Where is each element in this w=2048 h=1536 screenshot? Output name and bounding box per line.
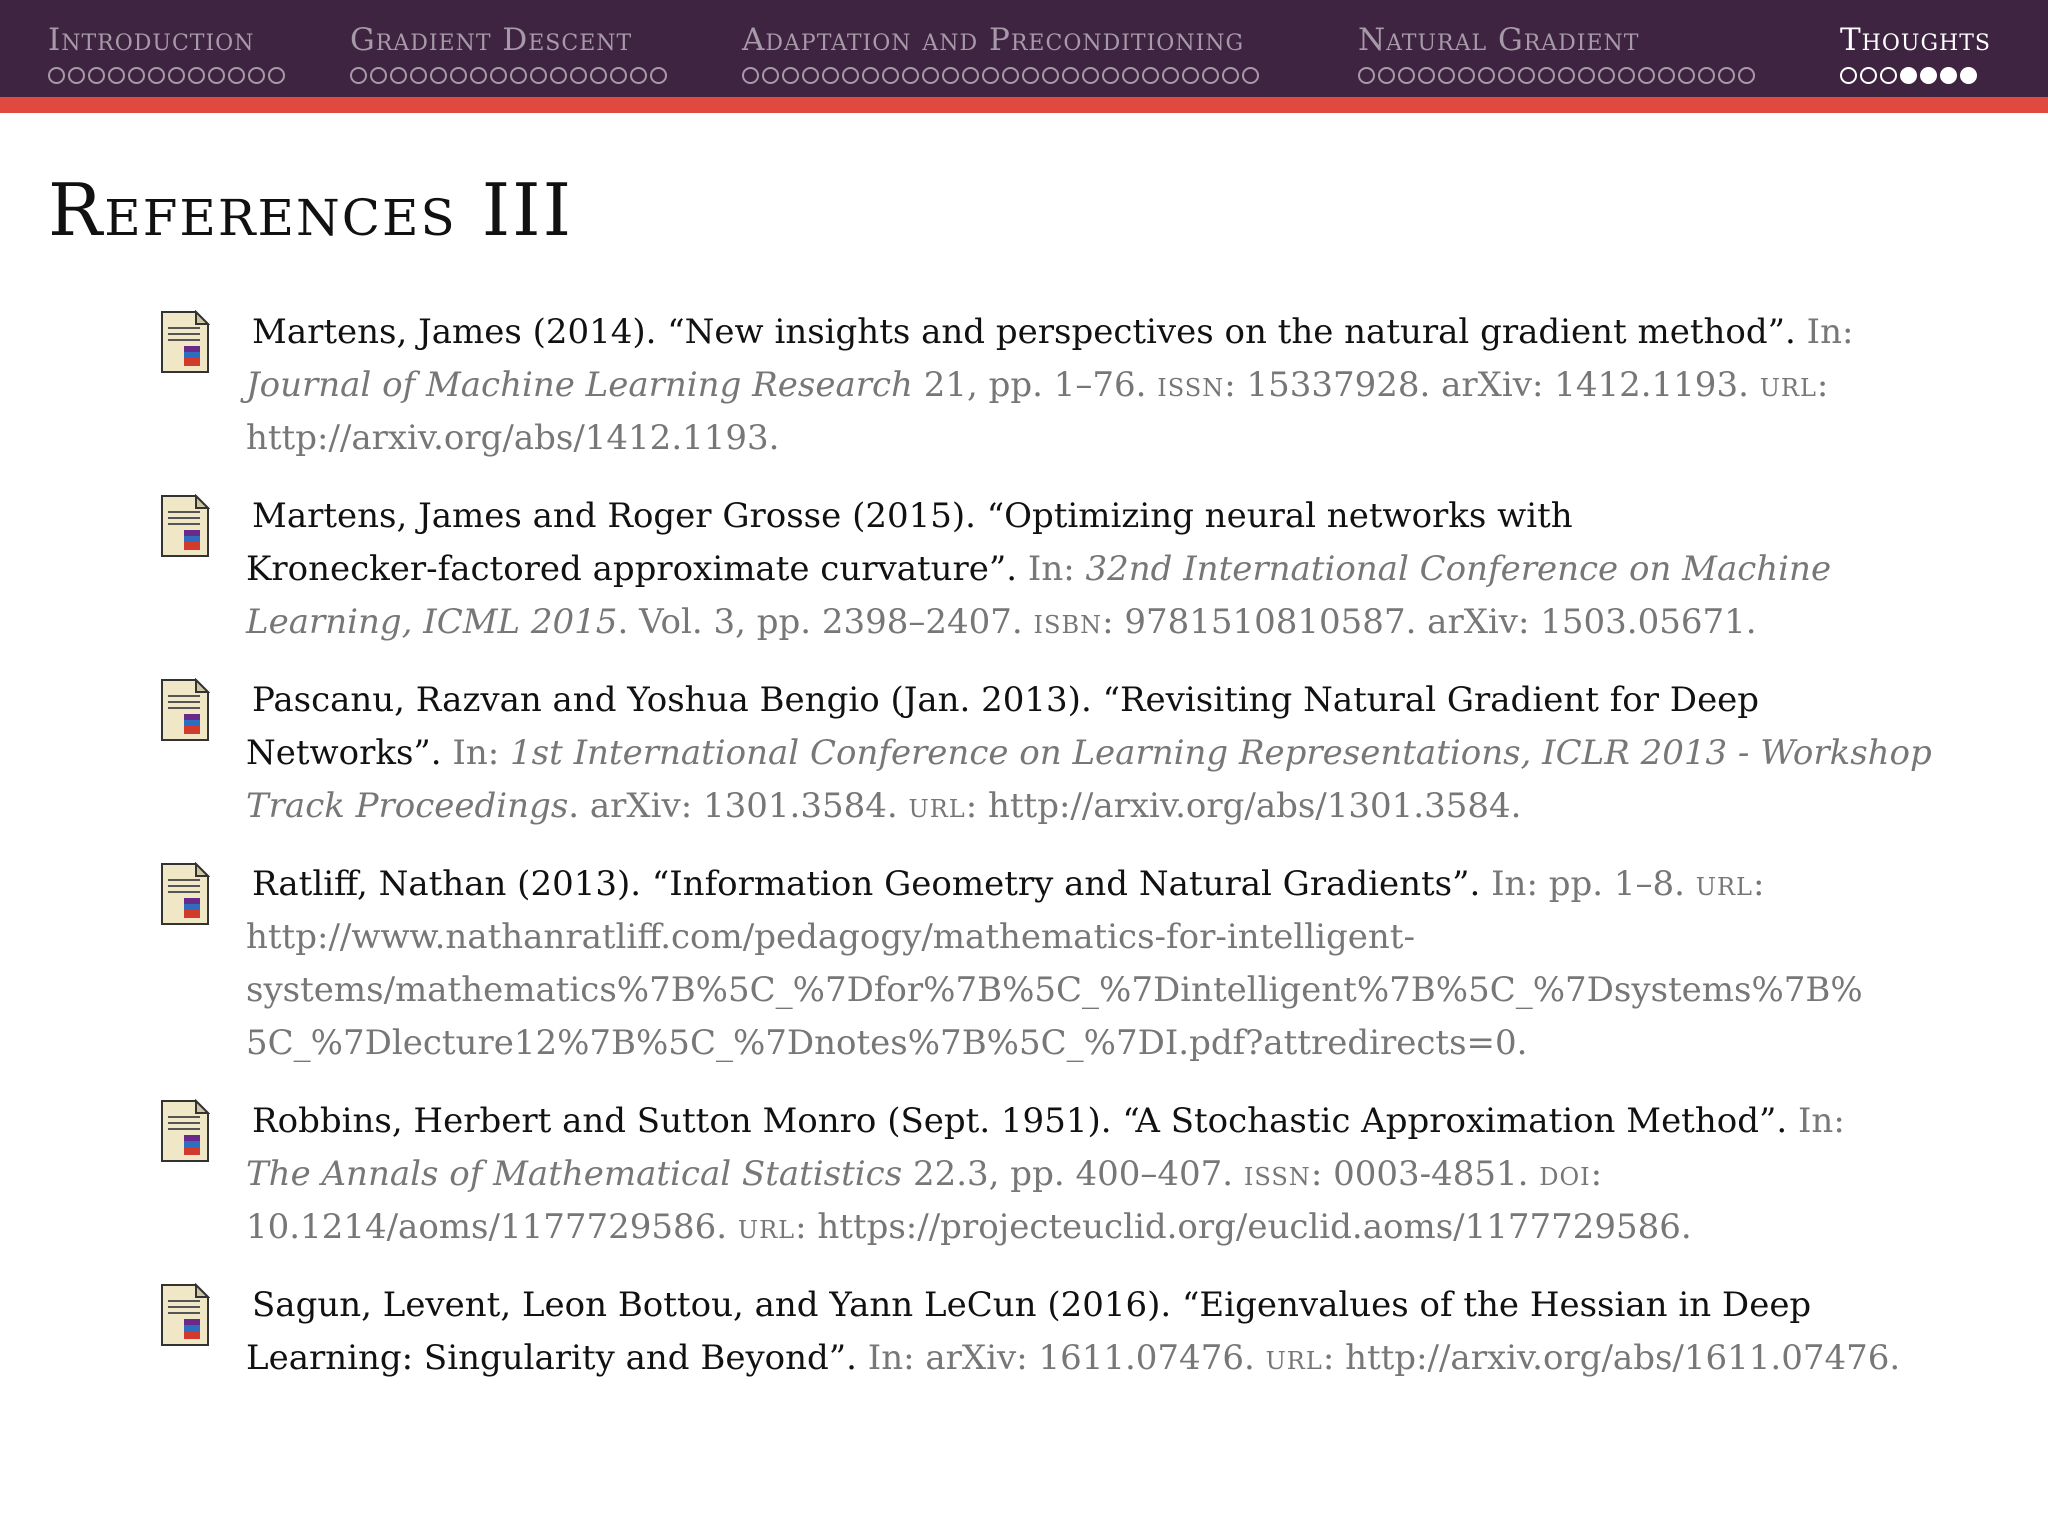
reference-entry — [160, 674, 1932, 833]
nav-slide-dot[interactable] — [1698, 67, 1715, 84]
reference-in-label: In: arXiv: 1611.07476. — [867, 1338, 1266, 1378]
article-document-icon — [160, 678, 210, 742]
reference-text: Martens, James (2014). “New insights and perspectives on the natural gradient method”. In: Journal of Machine Learning Research 21, pp. 1–76. issn: 15337928. arXiv: 1412.1193. url: http://arxiv.org/abs/1412.1193. — [246, 312, 1854, 458]
issn-label: issn — [1157, 365, 1225, 405]
nav-section-introduction[interactable] — [48, 20, 285, 94]
reference-author: Ratliff, Nathan (2013). — [252, 864, 642, 904]
nav-slide-dot[interactable] — [1940, 67, 1957, 84]
nav-slide-dot[interactable] — [842, 67, 859, 84]
slide-title: References III — [48, 168, 574, 252]
nav-slide-dot[interactable] — [610, 67, 627, 84]
nav-section-natural-gradient[interactable] — [1358, 20, 1755, 94]
nav-slide-dot[interactable] — [430, 67, 447, 84]
nav-slide-dot[interactable] — [450, 67, 467, 84]
nav-slide-dot[interactable] — [1202, 67, 1219, 84]
nav-slide-dot[interactable] — [1022, 67, 1039, 84]
nav-slide-dot[interactable] — [1860, 67, 1877, 84]
nav-slide-dot[interactable] — [922, 67, 939, 84]
reference-entry — [160, 1095, 1920, 1254]
nav-slide-dot[interactable] — [550, 67, 567, 84]
reference-url-continued[interactable]: systems/mathematics%7B%5C_%7Dfor%7B%5C_%7Dintelligent%7B%5C_%7Dsystems%7B% — [246, 970, 1863, 1010]
nav-slide-dot[interactable] — [1182, 67, 1199, 84]
reference-title-continued: Learning: Singularity and Beyond”. — [246, 1338, 857, 1378]
reference-url[interactable]: http://arxiv.org/abs/1412.1193. — [246, 418, 780, 458]
nav-slide-dot[interactable] — [1398, 67, 1415, 84]
nav-slide-dots — [48, 66, 285, 85]
reference-title: “Eigenvalues of the Hessian in Deep — [1182, 1285, 1812, 1325]
nav-section-adaptation-and-preconditioning[interactable] — [742, 20, 1259, 94]
nav-slide-dot[interactable] — [1638, 67, 1655, 84]
url-colon: : — [1752, 864, 1765, 904]
nav-slide-dot[interactable] — [510, 67, 527, 84]
issn-label: issn — [1243, 1154, 1311, 1194]
nav-slide-dot[interactable] — [390, 67, 407, 84]
navbar-accent-rule — [0, 97, 2048, 113]
isbn-label: isbn — [1033, 602, 1103, 642]
reference-entry — [160, 1279, 1920, 1385]
nav-slide-dot[interactable] — [742, 67, 759, 84]
reference-in-label: In: — [1027, 549, 1075, 589]
reference-in-label: In: — [1806, 312, 1854, 352]
nav-slide-dot[interactable] — [148, 67, 165, 84]
nav-slide-dot[interactable] — [1438, 67, 1455, 84]
nav-slide-dot[interactable] — [1498, 67, 1515, 84]
reference-url[interactable]: : http://arxiv.org/abs/1611.07476. — [1322, 1338, 1901, 1378]
section-navigation-bar — [0, 0, 2048, 97]
reference-author: Robbins, Herbert and Sutton Monro (Sept. 1951). — [252, 1101, 1112, 1141]
nav-slide-dot[interactable] — [228, 67, 245, 84]
reference-author: Pascanu, Razvan and Yoshua Bengio (Jan. 2013). — [252, 680, 1092, 720]
nav-slide-dot[interactable] — [1880, 67, 1897, 84]
nav-slide-dot[interactable] — [88, 67, 105, 84]
nav-slide-dot[interactable] — [1102, 67, 1119, 84]
reference-author: Sagun, Levent, Leon Bottou, and Yann LeCun (2016). — [252, 1285, 1172, 1325]
url-label: url — [737, 1207, 796, 1247]
nav-slide-dot[interactable] — [802, 67, 819, 84]
nav-slide-dot[interactable] — [1122, 67, 1139, 84]
nav-slide-dot[interactable] — [1900, 67, 1917, 84]
nav-slide-dot[interactable] — [1082, 67, 1099, 84]
reference-journal: 32nd International Conference on Machine — [1085, 549, 1832, 589]
reference-text — [246, 858, 1920, 1070]
nav-slide-dot[interactable] — [1960, 67, 1977, 84]
reference-in-label: In: — [1797, 1101, 1845, 1141]
reference-title: “Revisiting Natural Gradient for Deep — [1102, 680, 1760, 720]
nav-slide-dot[interactable] — [1222, 67, 1239, 84]
nav-slide-dot[interactable] — [1738, 67, 1755, 84]
doi-label: doi — [1539, 1154, 1591, 1194]
nav-slide-dot[interactable] — [782, 67, 799, 84]
nav-slide-dot[interactable] — [530, 67, 547, 84]
nav-slide-dot[interactable] — [208, 67, 225, 84]
reference-entry — [160, 306, 1920, 465]
reference-author: Martens, James and Roger Grosse (2015). — [252, 496, 976, 536]
reference-author: Martens, James (2014). — [252, 312, 657, 352]
nav-slide-dot[interactable] — [650, 67, 667, 84]
nav-slide-dot[interactable] — [1840, 67, 1857, 84]
reference-details: . arXiv: 1301.3584. — [568, 786, 909, 826]
reference-details: . Vol. 3, pp. 2398–2407. — [617, 602, 1034, 642]
nav-slide-dot[interactable] — [762, 67, 779, 84]
nav-section-gradient-descent[interactable] — [350, 20, 667, 94]
reference-title: “New insights and perspectives on the natural gradient method”. — [667, 312, 1796, 352]
reference-title-continued: Kronecker-factored approximate curvature”. — [246, 549, 1018, 589]
url-label: url — [1265, 1338, 1323, 1378]
nav-slide-dot[interactable] — [1678, 67, 1695, 84]
nav-slide-dot[interactable] — [1518, 67, 1535, 84]
article-document-icon — [160, 494, 210, 558]
nav-slide-dot[interactable] — [1162, 67, 1179, 84]
article-document-icon — [160, 310, 210, 374]
nav-slide-dot[interactable] — [1142, 67, 1159, 84]
nav-slide-dot[interactable] — [1002, 67, 1019, 84]
nav-slide-dot[interactable] — [248, 67, 265, 84]
nav-section-title[interactable]: Natural Gradient — [1358, 22, 1640, 58]
nav-slide-dot[interactable] — [882, 67, 899, 84]
nav-section-title[interactable]: Adaptation and Preconditioning — [742, 22, 1245, 58]
url-label: url — [1695, 864, 1753, 904]
nav-slide-dots — [742, 66, 1259, 85]
nav-slide-dot[interactable] — [1718, 67, 1735, 84]
nav-slide-dot[interactable] — [1618, 67, 1635, 84]
reference-text — [246, 1095, 1920, 1254]
nav-section-title[interactable]: Gradient Descent — [350, 22, 633, 58]
nav-slide-dot[interactable] — [68, 67, 85, 84]
nav-slide-dot[interactable] — [188, 67, 205, 84]
reference-entry — [160, 858, 1920, 1070]
nav-slide-dot[interactable] — [470, 67, 487, 84]
reference-url-continued[interactable]: 5C_%7Dlecture12%7B%5C_%7Dnotes%7B%5C_%7DI.pdf?attredirects=0. — [246, 1023, 1528, 1063]
nav-section-title[interactable]: Introduction — [48, 22, 255, 58]
article-document-icon — [160, 1099, 210, 1163]
nav-slide-dot[interactable] — [1920, 67, 1937, 84]
url-label: url — [1759, 365, 1817, 405]
nav-slide-dot[interactable] — [902, 67, 919, 84]
nav-slide-dot[interactable] — [168, 67, 185, 84]
nav-section-title[interactable]: Thoughts — [1840, 22, 1991, 58]
nav-section-thoughts[interactable] — [1840, 20, 1991, 94]
reference-text — [246, 1279, 1920, 1385]
nav-slide-dot[interactable] — [1378, 67, 1395, 84]
nav-slide-dot[interactable] — [942, 67, 959, 84]
reference-issn: : 0003-4851. — [1310, 1154, 1540, 1194]
reference-in-label: In: — [452, 733, 500, 773]
nav-slide-dot[interactable] — [108, 67, 125, 84]
reference-title: “Information Geometry and Natural Gradients”. — [651, 864, 1481, 904]
nav-slide-dots — [1840, 66, 1991, 85]
reference-journal: 1st International Conference on Learning Representations, ICLR 2013 - Workshop — [510, 733, 1932, 773]
nav-slide-dot[interactable] — [822, 67, 839, 84]
reference-url[interactable]: http://www.nathanratliff.com/pedagogy/mathematics-for-intelligent- — [246, 917, 1415, 957]
nav-slide-dot[interactable] — [1358, 67, 1375, 84]
url-label: url — [908, 786, 966, 826]
nav-slide-dot[interactable] — [982, 67, 999, 84]
nav-slide-dot[interactable] — [350, 67, 367, 84]
article-document-icon — [160, 862, 210, 926]
reference-in-label: In: pp. 1–8. — [1491, 864, 1696, 904]
nav-slide-dot[interactable] — [370, 67, 387, 84]
reference-isbn: : 9781510810587. arXiv: 1503.05671. — [1102, 602, 1757, 642]
nav-slide-dot[interactable] — [862, 67, 879, 84]
reference-title: “Optimizing neural networks with — [986, 496, 1573, 536]
nav-slide-dot[interactable] — [1478, 67, 1495, 84]
nav-slide-dot[interactable] — [1598, 67, 1615, 84]
reference-issn: : 15337928. arXiv: 1412.1193. — [1224, 365, 1760, 405]
reference-text — [246, 674, 1932, 833]
nav-slide-dot[interactable] — [590, 67, 607, 84]
nav-slide-dot[interactable] — [1042, 67, 1059, 84]
nav-slide-dot[interactable] — [630, 67, 647, 84]
nav-slide-dot[interactable] — [1578, 67, 1595, 84]
nav-slide-dot[interactable] — [48, 67, 65, 84]
reference-url[interactable]: : http://arxiv.org/abs/1301.3584. — [965, 786, 1522, 826]
nav-slide-dot[interactable] — [268, 67, 285, 84]
nav-slide-dot[interactable] — [962, 67, 979, 84]
reference-details: 21, pp. 1–76. — [912, 365, 1158, 405]
reference-journal-continued: Track Proceedings — [246, 786, 569, 826]
nav-slide-dot[interactable] — [570, 67, 587, 84]
reference-details: 22.3, pp. 400–407. — [902, 1154, 1244, 1194]
reference-journal: Journal of Machine Learning Research — [246, 365, 913, 405]
reference-journal: The Annals of Mathematical Statistics — [246, 1154, 903, 1194]
reference-url[interactable]: : https://projecteuclid.org/euclid.aoms/1177729586. — [795, 1207, 1692, 1247]
nav-slide-dots — [1358, 66, 1755, 85]
nav-slide-dot[interactable] — [128, 67, 145, 84]
reference-journal-continued: Learning, ICML 2015 — [246, 602, 618, 642]
nav-slide-dot[interactable] — [1558, 67, 1575, 84]
reference-text — [246, 490, 1920, 649]
nav-slide-dot[interactable] — [490, 67, 507, 84]
article-document-icon — [160, 1283, 210, 1347]
reference-entry — [160, 490, 1920, 649]
nav-slide-dot[interactable] — [1418, 67, 1435, 84]
reference-doi[interactable]: 10.1214/aoms/1177729586. — [246, 1207, 738, 1247]
nav-slide-dot[interactable] — [1242, 67, 1259, 84]
nav-slide-dot[interactable] — [1458, 67, 1475, 84]
doi-colon: : — [1590, 1154, 1603, 1194]
nav-slide-dot[interactable] — [1538, 67, 1555, 84]
nav-slide-dot[interactable] — [410, 67, 427, 84]
nav-slide-dot[interactable] — [1658, 67, 1675, 84]
reference-title: “A Stochastic Approximation Method”. — [1122, 1101, 1788, 1141]
nav-slide-dots — [350, 66, 667, 85]
reference-title-continued: Networks”. — [246, 733, 442, 773]
nav-slide-dot[interactable] — [1062, 67, 1079, 84]
